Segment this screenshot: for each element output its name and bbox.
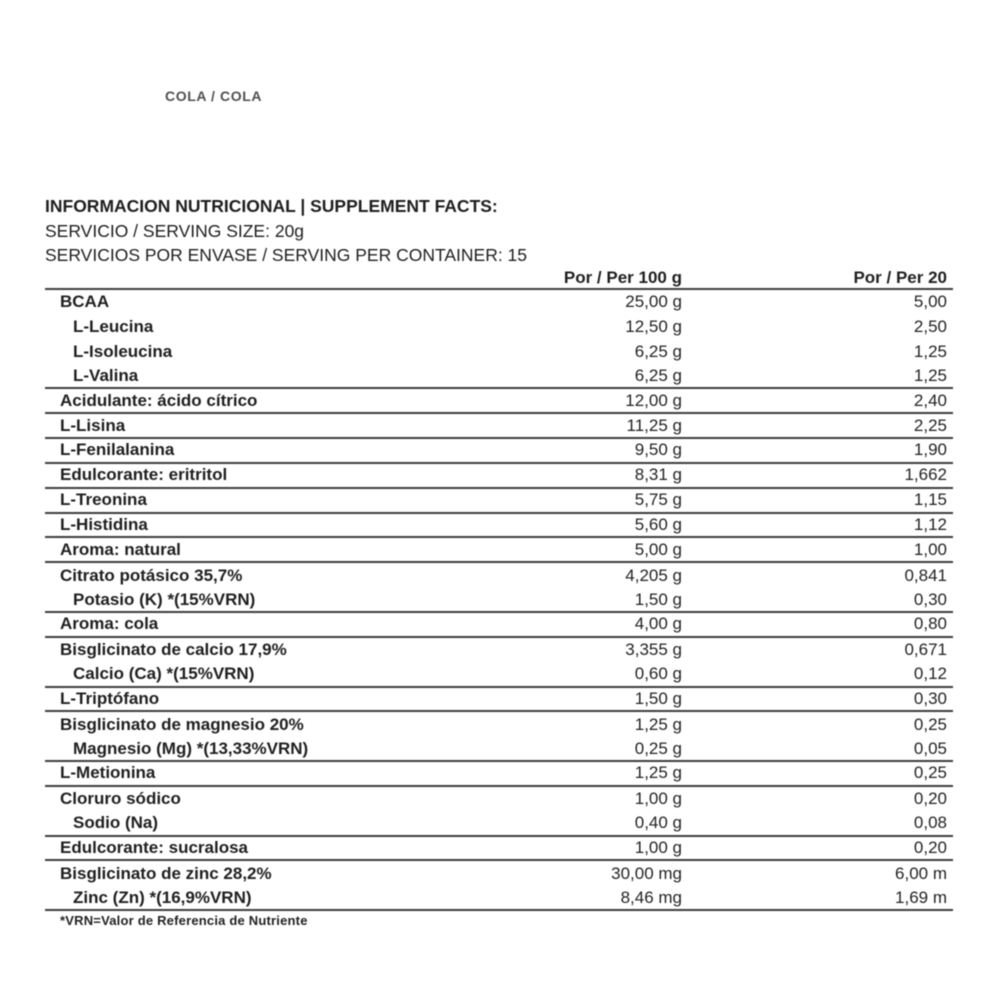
nutrient-name: Calcio (Ca) *(15%VRN) <box>73 664 255 684</box>
nutrient-name: Magnesio (Mg) *(13,33%VRN) <box>73 738 309 758</box>
nutrient-name: Aroma: natural <box>60 539 181 559</box>
per-100g-value: 4,00 g <box>634 614 682 634</box>
table-row <box>45 464 953 489</box>
per-20-value: 0,841 <box>904 565 947 585</box>
table-row <box>45 563 953 588</box>
per-100g-value: 1,00 g <box>634 789 682 809</box>
nutrition-table <box>45 265 953 911</box>
nutrient-name: L-Histidina <box>60 515 148 535</box>
nutrient-name: L-Valina <box>73 365 139 385</box>
vrn-footnote: *VRN=Valor de Referencia de Nutriente <box>60 913 308 928</box>
per-20-value: 2,25 <box>913 415 947 435</box>
per-100g-value: 6,25 g <box>634 342 682 362</box>
per-20-value: 0,20 <box>913 789 947 809</box>
table-row <box>45 886 953 911</box>
per-20-value: 0,05 <box>913 738 947 758</box>
nutrient-name: Sodio (Na) <box>73 813 158 833</box>
per-100g-value: 12,00 g <box>625 390 682 410</box>
nutrient-name: L-Lisina <box>60 415 126 435</box>
per-100g-value: 0,40 g <box>634 813 682 833</box>
per-100g-value: 8,46 mg <box>620 887 682 907</box>
per-20-value: 6,00 m <box>895 863 947 883</box>
nutrient-name: Bisglicinato de zinc 28,2% <box>60 863 272 883</box>
table-row <box>45 688 953 713</box>
table-row <box>45 290 953 315</box>
per-100g-value: 4,205 g <box>625 565 682 585</box>
nutrient-name: Potasio (K) *(15%VRN) <box>73 589 256 609</box>
table-row <box>45 414 953 439</box>
serving-size-line: SERVICIO / SERVING SIZE: 20g <box>45 220 305 241</box>
servings-per-container-line: SERVICIOS POR ENVASE / SERVING PER CONTAINER: 15 <box>45 245 528 266</box>
per-20-value: 2,40 <box>913 390 947 410</box>
per-20-value: 1,15 <box>913 490 947 510</box>
table-row <box>45 787 953 812</box>
per-100g-value: 1,25 g <box>634 763 682 783</box>
nutrient-name: BCAA <box>60 292 110 312</box>
per-20-value: 0,671 <box>904 640 947 660</box>
table-row <box>45 712 953 737</box>
per-20-value: 0,25 <box>913 714 947 734</box>
per-20-value: 0,12 <box>913 664 947 684</box>
per-100g-value: 1,25 g <box>634 714 682 734</box>
table-row <box>45 389 953 414</box>
nutrient-name: Bisglicinato de calcio 17,9% <box>60 640 287 660</box>
column-header-per-20: Por / Per 20 <box>853 268 947 287</box>
nutrient-name: L-Leucina <box>73 317 154 337</box>
per-20-value: 0,80 <box>913 614 947 634</box>
table-row <box>45 812 953 837</box>
nutrient-name: Citrato potásico 35,7% <box>60 565 243 585</box>
label-header <box>45 194 527 268</box>
per-20-value: 0,30 <box>913 589 947 609</box>
table-row <box>45 737 953 762</box>
table-row <box>45 837 953 862</box>
table-row <box>45 861 953 886</box>
nutrient-name: Aroma: cola <box>60 614 159 634</box>
table-row <box>45 638 953 663</box>
nutrition-facts-title: INFORMACION NUTRICIONAL | SUPPLEMENT FACTS: <box>45 196 498 216</box>
per-20-value: 0,30 <box>913 688 947 708</box>
nutrient-name: Zinc (Zn) *(16,9%VRN) <box>73 887 252 907</box>
per-20-value: 1,25 <box>913 342 947 362</box>
table-body <box>45 290 953 911</box>
per-100g-value: 6,25 g <box>634 365 682 385</box>
per-20-value: 0,20 <box>913 837 947 857</box>
table-row <box>45 365 953 390</box>
per-20-value: 1,90 <box>913 440 947 460</box>
column-header-per-100g: Por / Per 100 g <box>563 268 682 287</box>
per-100g-value: 11,25 g <box>626 415 682 435</box>
per-20-value: 1,69 m <box>895 887 947 907</box>
table-row <box>45 588 953 613</box>
per-100g-value: 1,50 g <box>634 589 682 609</box>
per-100g-value: 0,60 g <box>634 664 682 684</box>
nutrient-name: Cloruro sódico <box>60 789 181 809</box>
nutrient-name: L-Isoleucina <box>73 342 173 362</box>
per-100g-value: 9,50 g <box>634 440 682 460</box>
per-20-value: 0,08 <box>913 813 947 833</box>
table-row <box>45 439 953 464</box>
per-20-value: 1,662 <box>904 465 947 485</box>
table-row <box>45 489 953 514</box>
table-row <box>45 538 953 563</box>
nutrient-name: Bisglicinato de magnesio 20% <box>60 714 304 734</box>
table-row <box>45 315 953 340</box>
table-header-row <box>45 265 953 290</box>
per-100g-value: 5,75 g <box>634 490 682 510</box>
per-100g-value: 30,00 mg <box>611 863 682 883</box>
nutrient-name: Edulcorante: eritritol <box>60 465 228 485</box>
nutrient-name: Edulcorante: sucralosa <box>60 837 249 857</box>
per-20-value: 0,25 <box>913 763 947 783</box>
per-100g-value: 12,50 g <box>625 317 682 337</box>
nutrient-name: L-Metionina <box>60 763 156 783</box>
nutrient-name: L-Triptófano <box>60 688 160 708</box>
per-100g-value: 25,00 g <box>625 292 682 312</box>
nutrient-name: L-Treonina <box>60 490 147 510</box>
per-100g-value: 0,25 g <box>634 738 682 758</box>
table-row <box>45 613 953 638</box>
table-row <box>45 663 953 688</box>
per-20-value: 1,00 <box>913 539 947 559</box>
nutrient-name: L-Fenilalanina <box>60 440 175 460</box>
per-100g-value: 1,00 g <box>634 837 682 857</box>
per-100g-value: 3,355 g <box>625 640 682 660</box>
per-100g-value: 1,50 g <box>634 688 682 708</box>
table-row <box>45 340 953 365</box>
per-100g-value: 8,31 g <box>634 465 682 485</box>
table-row <box>45 514 953 539</box>
per-20-value: 2,50 <box>913 317 947 337</box>
per-20-value: 1,25 <box>913 365 947 385</box>
flavor-title: COLA / COLA <box>165 88 263 104</box>
per-100g-value: 5,00 g <box>634 539 682 559</box>
per-20-value: 1,12 <box>913 515 947 535</box>
per-100g-value: 5,60 g <box>634 515 682 535</box>
table-row <box>45 762 953 787</box>
nutrient-name: Acidulante: ácido cítrico <box>60 390 258 410</box>
per-20-value: 5,00 <box>913 292 947 312</box>
